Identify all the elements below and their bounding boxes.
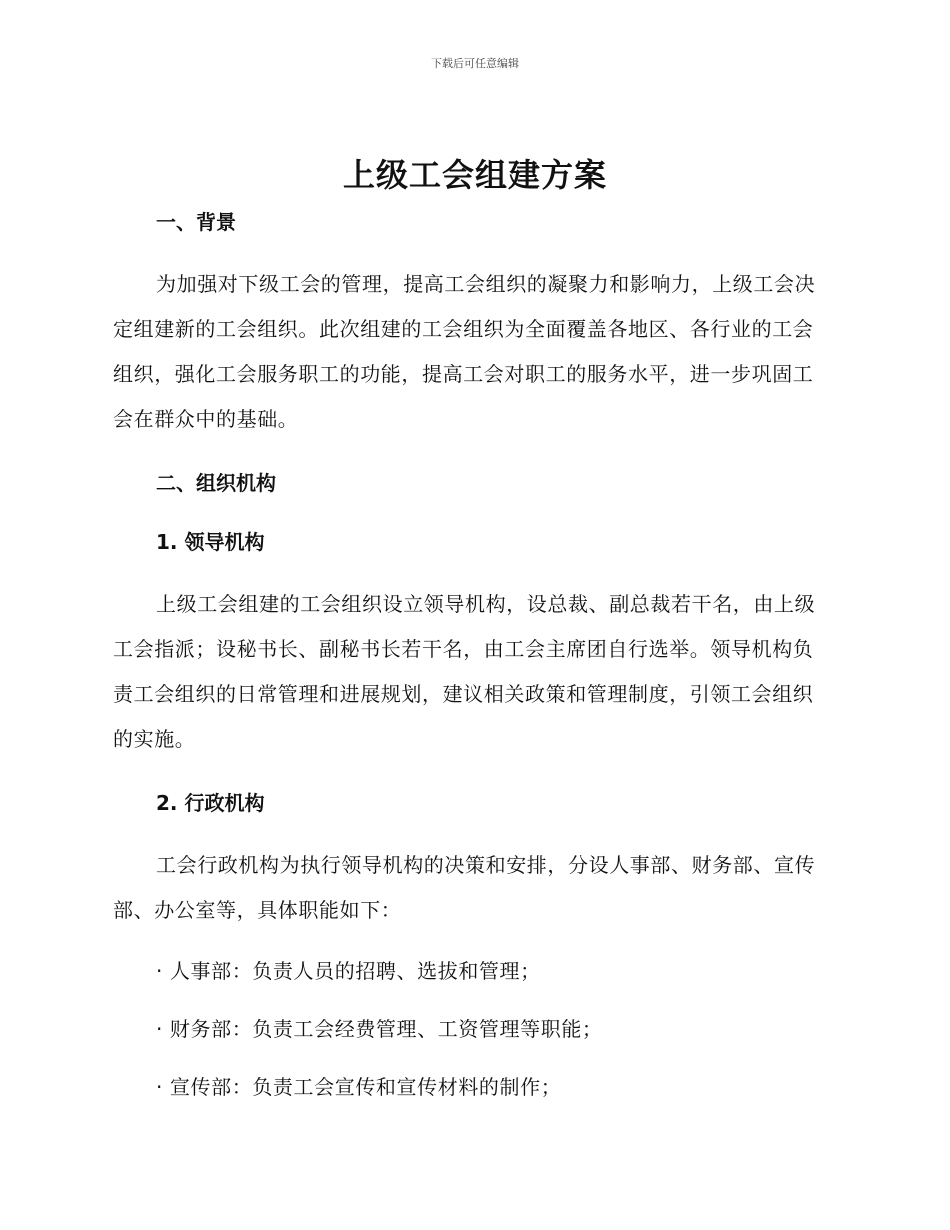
list-item: · 财务部：负责工会经费管理、工资管理等职能； [156,1017,603,1041]
background-paragraph: 为加强对下级工会的管理，提高工会组织的凝聚力和影响力，上级工会决定组建新的工会组织。此次组建的工会组织为全面覆盖各地区、各行业的工会组织，强化工会服务职工的功能，提高工会对职工的服务水平，进一步巩固工会在群众中的基础。 [113,272,816,431]
subsection-heading-administration: 2. 行政机构 [156,791,265,815]
document-title: 上级工会组建方案 [342,156,607,194]
section-heading-organization: 二、组织机构 [156,471,276,495]
subsection-heading-leadership: 1. 领导机构 [156,530,265,554]
leadership-paragraph: 上级工会组建的工会组织设立领导机构，设总裁、副总裁若干名，由上级工会指派；设秘书长、副秘书长若干名，由工会主席团自行选举。领导机构负责工会组织的日常管理和进展规划，建议相关政策和管理制度，引领工会组织的实施。 [113,592,816,751]
list-item: · 宣传部：负责工会宣传和宣传材料的制作； [156,1075,562,1099]
administration-paragraph: 工会行政机构为执行领导机构的决策和安排，分设人事部、财务部、宣传部、办公室等，具体职能如下： [113,853,816,922]
list-item: · 人事部：负责人员的招聘、选拔和管理； [156,959,541,983]
section-heading-background: 一、背景 [156,210,236,234]
header-note: 下载后可任意编辑 [431,57,519,70]
document-body [113,204,831,1107]
